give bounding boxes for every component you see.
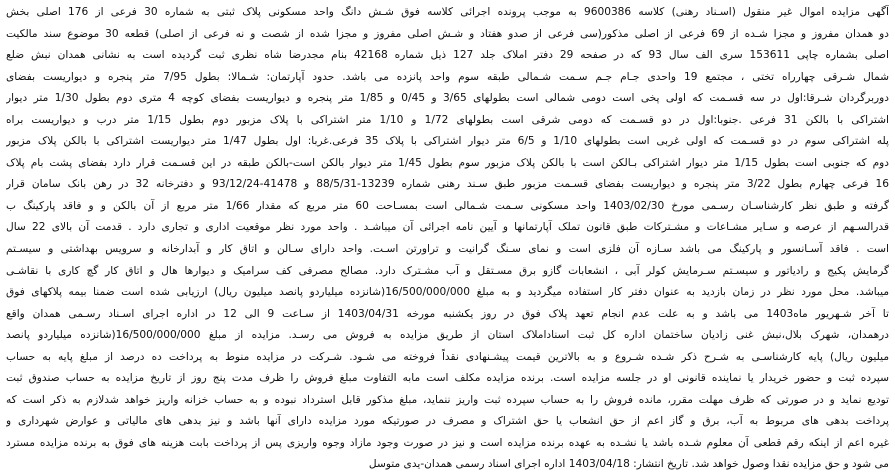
notice-line: سپرده ثبت و حضور خریدار یا نماینده قانونی او در جلسه مزایده است. برنده مزایده مکلف است مابه التفاوت مبلغ فروش را ظرف مدت پنج روز از تاریخ مزایده به حساب صندوق ثبت — [6, 372, 889, 385]
notice-line: گرفته و طبق نظر کارشناسـان رسـمی مورخ 1403/02/30 واحد مسکونی سـمت شـمالی است بمسـاحت 60 متر مربع که مقدار 1/66 متر مربع از آن بالکن و و فاقد پارکینگ ب — [6, 199, 889, 212]
notice-line: تا آخر شـهریور ماه1403 می باشد و به علت عدم انجام تعهد پلاک فوق در روز یکشنبه مورخه 1403/04/31 از سـاعت 9 الی 12 در اداره اجرای اسـناد رسـمی همدان واقع — [6, 307, 889, 320]
notice-line: شمال شـرقی چهارراه تختی ، مجتمع 19 واحدی جـام جـم سـمت شـمالی طبقه سوم واحد پانزده می باشد. حدود آپارتمان: شـمالا: بطول 7/95 متر پنجره و دیواریست بفضای — [6, 70, 889, 83]
notice-line: درهمدان، شهرک بلال،نبش غنی زادیان ساختمان اداره کل ثبت اسناداملاک استان از طریق مزایده به فروش می رسـد. مزایده از مبلغ 16/500/000/000(شانزده میلیاردو پانصد — [6, 329, 889, 342]
notice-line: دو همدان مفروز و مجزا شـده از 69 فرعی از اصلی مذکور(سی فرعی از صدو هفتاد و شـش اصلی مفروز و مجزا شده از شصت و نه فرعی از اصلی) قطعه 30 موضوع سند مالکیت — [6, 27, 889, 40]
notice-line: میلیون ریال) پایه کارشناسـی به شـرح ذکر شـده شـروع و به بالاترین قیمت پیشـنهادی نقداً فروخته می شـود. شـرکت در مزایده منوط به پرداخت ده درصد از مبلغ پایه به حساب — [6, 350, 889, 363]
notice-line: است . فاقد آسـانسور و پارکینگ می باشد سـازه آن فلزی است و نمای سـنگ گرانیت و تراورتن اسـت. واحد دارای سـالن و اتاق کار و آبدارخانه و سرویس بهداشتی و سیسـتم — [6, 243, 889, 256]
notice-line: پرداخت بدهی های مربوط به آب، برق و گاز اعم از حق انشعاب یا حق اشتراک و مصرف در صورتیکه مورد مزایده دارای آنها باشد و نیز بدهی های مالیاتی و عوارض شهرداری و — [6, 415, 889, 428]
notice-line: اصلی بشماره چاپی 153611 سری الف سال 93 که در صفحه 29 دفتر املاک جلد 127 ذیل شماره 42168 بنام مجدرضا شاه نظری ثبت گردیده است به نشانی همدان نبش ضلع — [6, 49, 889, 62]
notice-line: دوربرگردان شـرقا:اول در سه قسـمت که اولی پخی است دومی شمالی است بطولهای 3/65 و 0/45 و 1/85 متر پنجره و دیواریست بفضای کوچه 4 متری دوم بطول 1/30 متر دیوار — [6, 92, 889, 105]
notice-line-publication: می شود و حق مزایده نقدا وصول خواهد شد. تاریخ انتشار: 1403/04/18 اداره اجرای اسناد رسمی همدان-یدی متوسل — [368, 458, 889, 471]
notice-line: گرمایش پکیج و رادیاتور و سیسـتم سـرمایش کولر آبی ، انشعابات گازو برق مسـتقل و آب مشـترک دارد. مصالح مصرفی کف سرامیک و دیوارها هال و اتاق کار گچ کاری با نقاشـی — [6, 264, 889, 277]
notice-line: میباشد. محل مورد نظر در زمان بازدید به عنوان دفتر کار استفاده میگردید و به مبلغ 16/500/000/000(شانزده میلیاردو پانصد میلیون ریال) ارزیابی شده است ضمنا بیمه پلاکهای فوق — [6, 286, 889, 299]
notice-line: پله اشتراکی سوم در دو قسـمت که اولی غربی است بطولهای 1/10 و 6/5 متر دیوار اشتراکی با پلاک 35 فرعی.غربا: اول بطول 1/47 متر دیواریست اشتراکی با بالکن پلاک مزبور — [6, 135, 889, 148]
notice-line: 16 فرعی چهارم بطول 3/22 متر پنجره و دیواریست بفضای قسـمت مزبور طبق سـند رهنی شماره 13239-88/5/31 و 41478-93/12/24 و دفترخانه 32 در رهن بانک سامان قرار — [6, 178, 889, 191]
notice-line: اشتراکی با بالکن 31 فرعی .جنوبا:اول در دو قسـمت که دومی شرقی است بطولهای 1/72 و 1/10 متر اشتراکی با پلاک مزبور دوم بطول 1/15 متر درب و دیواریست براه — [6, 113, 889, 126]
notice-line: غیره اعم از اینکه رقم قطعی آن معلوم شـده باشد یا نشـده به عهده برنده مزایده است و نیز در صورت وجود مازاد وجوه واریزی پس از پرداخت بابت هزینه های فوق به برنده مزایده مسترد — [6, 436, 889, 449]
notice-line: تودیع نماید و در صورتی که ظرف مهلت مقرر، مانده فروش را به حساب سپرده ثبت واریز ننماید، مبلغ مذکور قابل استرداد نبوده و به حساب خزانه واریز خواهد شدلازم به ذکر است که — [6, 393, 889, 406]
notice-line: قدرالسـهم از عرصه و سـایر مشـاعات و مشـترکات طبق قانون تملک آپارتمانها و آیین نامه اجرائی آن میباشـد . واحد مورد نظر موقعیت اداری و تجاری دارد . قدمت آن بالای 22 سال — [6, 221, 889, 234]
notice-line: دوم که جنوبی است بطول 1/15 متر دیوار اشتراکی بـالکن است با بالکن پلاک مزبور سوم بطول 1/45 متر دیوار بالکن است-بالکن طبقه در این قسـمت قرار دارد بفضای پشت بام پلاک — [6, 156, 889, 169]
notice-line: آگهی مزایده اموال غیر منقول (اسـناد رهنی) کلاسه 9600386 به موجب پرونده اجرائی کلاسه فوق شـش دانگ واحد مسکونی پلاک ثبتی به شماره 30 فرعی از 176 اصلی بخش — [6, 6, 889, 18]
